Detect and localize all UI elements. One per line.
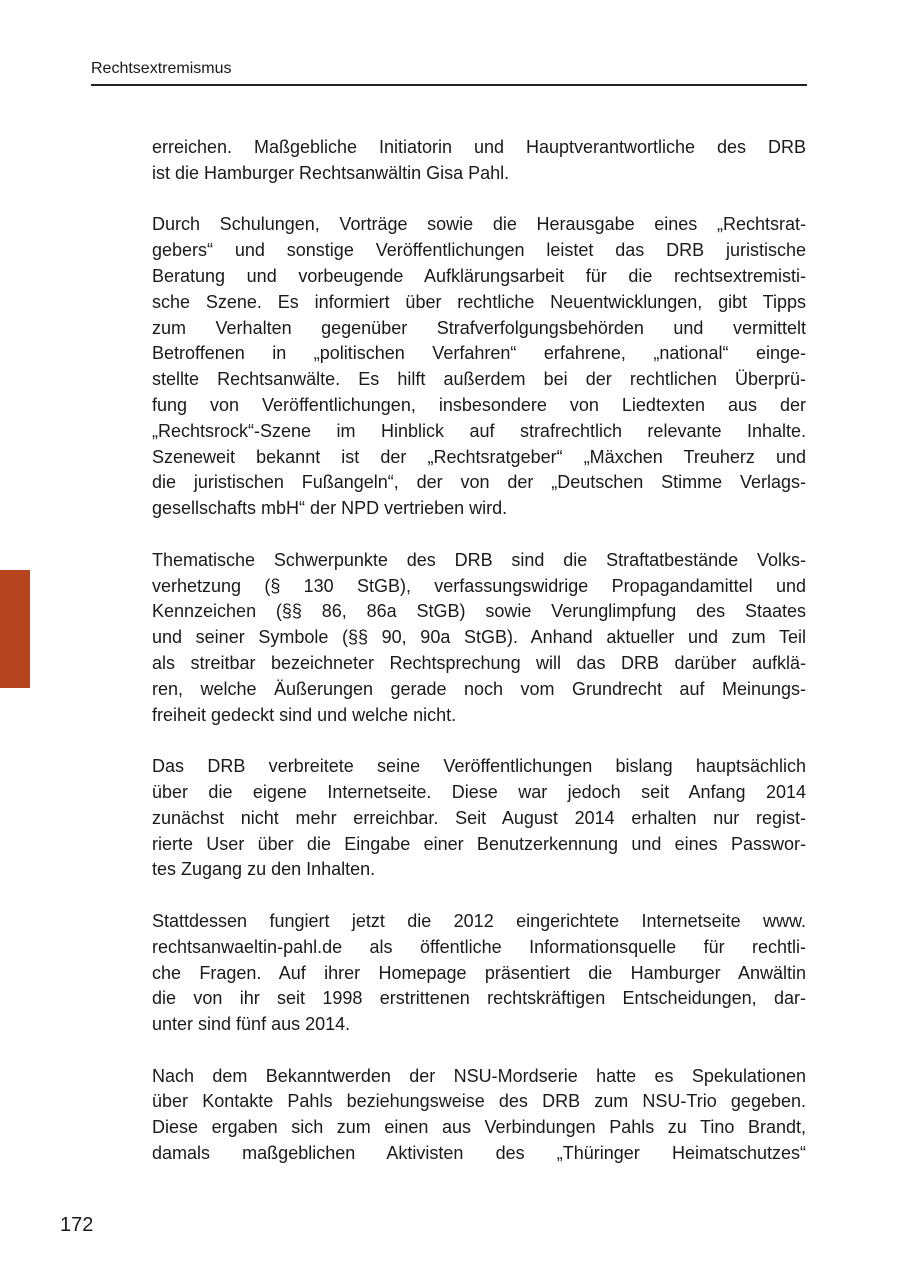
chapter-tab-marker xyxy=(0,570,30,688)
text-line: und seiner Symbole (§§ 90, 90a StGB). Anhand aktueller und zum Teil xyxy=(152,627,806,648)
text-line: che Fragen. Auf ihrer Homepage präsentiert die Hamburger Anwältin xyxy=(152,962,806,983)
text-line: verhetzung (§ 130 StGB), verfassungswidrige Propagandamittel und xyxy=(152,575,806,596)
text-line: Thematische Schwerpunkte des DRB sind die Straftatbestände Volks- xyxy=(152,549,806,570)
text-line: gesellschafts mbH“ der NPD vertrieben wird. xyxy=(152,498,508,519)
paragraph xyxy=(152,754,806,883)
page-number: 172 xyxy=(60,1214,94,1236)
text-line: fung von Veröffentlichungen, insbesondere von Liedtexten aus der xyxy=(152,394,806,415)
text-line: Nach dem Bekanntwerden der NSU-Mordserie hatte es Spekulationen xyxy=(152,1065,806,1086)
body-text xyxy=(152,135,806,1193)
text-line: sche Szene. Es informiert über rechtliche Neuentwicklungen, gibt Tipps xyxy=(152,291,806,312)
paragraph xyxy=(152,212,806,522)
text-line: ren, welche Äußerungen gerade noch vom Grundrecht auf Meinungs- xyxy=(152,678,806,699)
text-line: über Kontakte Pahls beziehungsweise des DRB zum NSU-Trio gegeben. xyxy=(152,1091,806,1112)
running-header: Rechtsextremismus xyxy=(91,60,232,77)
text-line: rechtsanwaeltin-pahl.de als öffentliche Informationsquelle für rechtli- xyxy=(152,936,806,957)
text-line: gebers“ und sonstige Veröffentlichungen leistet das DRB juristische xyxy=(152,240,806,261)
header-rule xyxy=(91,84,807,86)
text-line: die von ihr seit 1998 erstrittenen rechtskräftigen Entscheidungen, dar- xyxy=(152,988,806,1009)
text-line: Stattdessen fungiert jetzt die 2012 eingerichtete Internetseite www. xyxy=(152,910,806,931)
text-line: erreichen. Maßgebliche Initiatorin und Hauptverantwortliche des DRB xyxy=(152,137,806,157)
text-line: als streitbar bezeichneter Rechtsprechung will das DRB darüber aufklä- xyxy=(152,652,806,673)
text-line: Diese ergaben sich zum einen aus Verbindungen Pahls zu Tino Brandt, xyxy=(152,1117,806,1138)
text-line: damals maßgeblichen Aktivisten des „Thüringer Heimatschutzes“ xyxy=(152,1143,806,1164)
text-line: Szeneweit bekannt ist der „Rechtsratgeber“ „Mäxchen Treuherz und xyxy=(152,446,806,467)
text-line: Das DRB verbreitete seine Veröffentlichungen bislang hauptsächlich xyxy=(152,756,806,777)
text-line: stellte Rechtsanwälte. Es hilft außerdem bei der rechtlichen Überprü- xyxy=(152,369,806,390)
paragraph xyxy=(152,1064,806,1167)
text-line: zunächst nicht mehr erreichbar. Seit August 2014 erhalten nur regist- xyxy=(152,807,806,828)
paragraph xyxy=(152,909,806,1038)
text-line: Durch Schulungen, Vorträge sowie die Herausgabe eines „Rechtsrat- xyxy=(152,214,806,235)
text-line: rierte User über die Eingabe einer Benutzerkennung und eines Passwor- xyxy=(152,833,806,854)
text-line: Kennzeichen (§§ 86, 86a StGB) sowie Verunglimpfung des Staates xyxy=(152,601,806,622)
text-line: unter sind fünf aus 2014. xyxy=(152,1014,351,1035)
paragraph xyxy=(152,548,806,729)
text-line: freiheit gedeckt sind und welche nicht. xyxy=(152,704,457,725)
text-line: tes Zugang zu den Inhalten. xyxy=(152,859,376,880)
text-line: „Rechtsrock“-Szene im Hinblick auf strafrechtlich relevante Inhalte. xyxy=(152,420,806,441)
text-line: über die eigene Internetseite. Diese war jedoch seit Anfang 2014 xyxy=(152,781,806,802)
text-line: Betroffenen in „politischen Verfahren“ erfahrene, „national“ einge- xyxy=(152,343,806,364)
text-line: zum Verhalten gegenüber Strafverfolgungsbehörden und vermittelt xyxy=(152,317,806,338)
text-line: Beratung und vorbeugende Aufklärungsarbeit für die rechtsextremisti- xyxy=(152,265,806,286)
text-line: ist die Hamburger Rechtsanwältin Gisa Pahl. xyxy=(152,162,510,183)
paragraph xyxy=(152,135,806,187)
text-line: die juristischen Fußangeln“, der von der „Deutschen Stimme Verlags- xyxy=(152,472,806,493)
